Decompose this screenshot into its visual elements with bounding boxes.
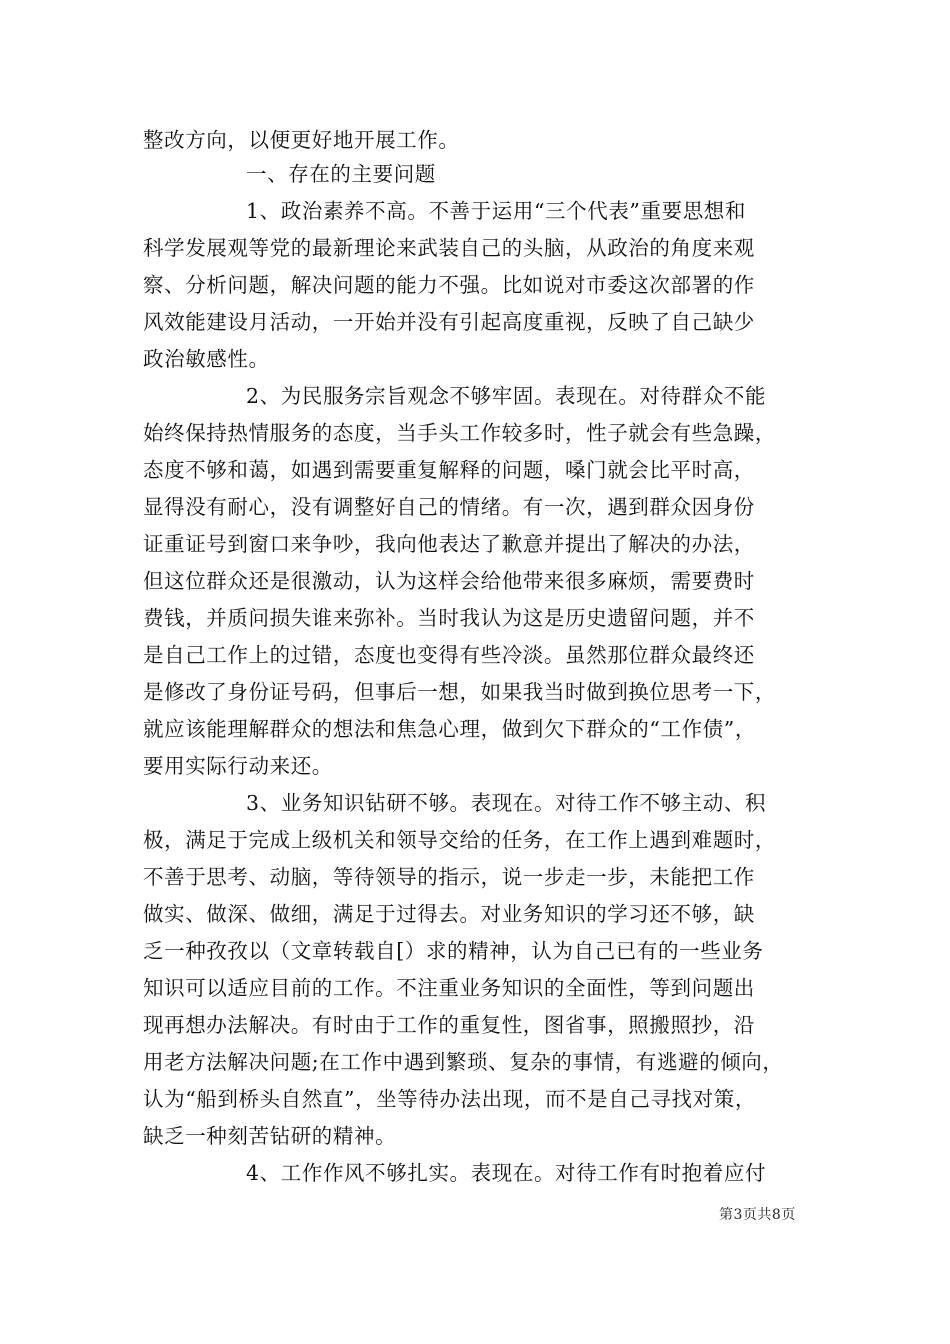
item-1-heading-line: 1、政治素养不高。不善于运用“三个代表”重要思想和 — [246, 199, 747, 223]
text-line: 不善于思考、动脑，等待领导的指示，说一步走一步，未能把工作 — [143, 865, 755, 889]
text-line: 政治敏感性。 — [143, 347, 270, 371]
text-line: 但这位群众还是很激动，认为这样会给他带来很多麻烦，需要费时 — [143, 569, 755, 593]
text-line-continuation: 整改方向，以便更好地开展工作。 — [143, 128, 460, 152]
item-4-heading-line: 4、工作作风不够扎实。表现在。对待工作有时抱着应付 — [246, 1161, 767, 1185]
text-line: 知识可以适应目前的工作。不注重业务知识的全面性，等到问题出 — [143, 976, 755, 1000]
text-line: 证重证号到窗口来争吵，我向他表达了歉意并提出了解决的办法， — [143, 532, 755, 556]
text-line: 态度不够和蔼，如遇到需要重复解释的问题，嗓门就会比平时高， — [143, 458, 755, 482]
text-line: 是修改了身份证号码，但事后一想，如果我当时做到换位思考一下， — [143, 680, 776, 704]
text-line: 极，满足于完成上级机关和领导交给的任务，在工作上遇到难题时， — [143, 828, 776, 852]
text-line: 风效能建设月活动，一开始并没有引起高度重视，反映了自己缺少 — [143, 310, 755, 334]
text-line: 认为“船到桥头自然直”，坐等待办法出现，而不是自己寻找对策， — [143, 1087, 756, 1111]
text-line: 乏一种孜孜以（文章转载自[）求的精神，认为自己已有的一些业务 — [143, 939, 764, 963]
text-line: 察、分析问题，解决问题的能力不强。比如说对市委这次部署的作 — [143, 273, 755, 297]
text-line: 始终保持热情服务的态度，当手头工作较多时，性子就会有些急躁， — [143, 421, 776, 445]
text-line: 做实、做深、做细，满足于过得去。对业务知识的学习还不够，缺 — [143, 902, 755, 926]
item-2-heading-line: 2、为民服务宗旨观念不够牢固。表现在。对待群众不能 — [246, 384, 767, 408]
section-heading: 一、存在的主要问题 — [246, 162, 436, 186]
item-3-heading-line: 3、业务知识钻研不够。表现在。对待工作不够主动、积 — [246, 791, 767, 815]
text-line: 科学发展观等党的最新理论来武装自己的头脑，从政治的角度来观 — [143, 236, 755, 260]
page-number: 第3页共8页 — [719, 1207, 796, 1223]
text-line: 缺乏一种刻苦钻研的精神。 — [143, 1124, 397, 1148]
text-line: 现再想办法解决。有时由于工作的重复性，图省事，照搬照抄，沿 — [143, 1013, 755, 1037]
text-line: 要用实际行动来还。 — [143, 754, 333, 778]
text-line: 就应该能理解群众的想法和焦急心理，做到欠下群众的“工作债”， — [143, 717, 756, 741]
text-line: 费钱，并质问损失谁来弥补。当时我认为这是历史遗留问题，并不 — [143, 606, 755, 630]
text-line: 显得没有耐心，没有调整好自己的情绪。有一次，遇到群众因身份 — [143, 495, 755, 519]
text-line: 是自己工作上的过错，态度也变得有些冷淡。虽然那位群众最终还 — [143, 643, 755, 667]
text-line: 用老方法解决问题;在工作中遇到繁琐、复杂的事情，有逃避的倾向， — [143, 1050, 784, 1074]
